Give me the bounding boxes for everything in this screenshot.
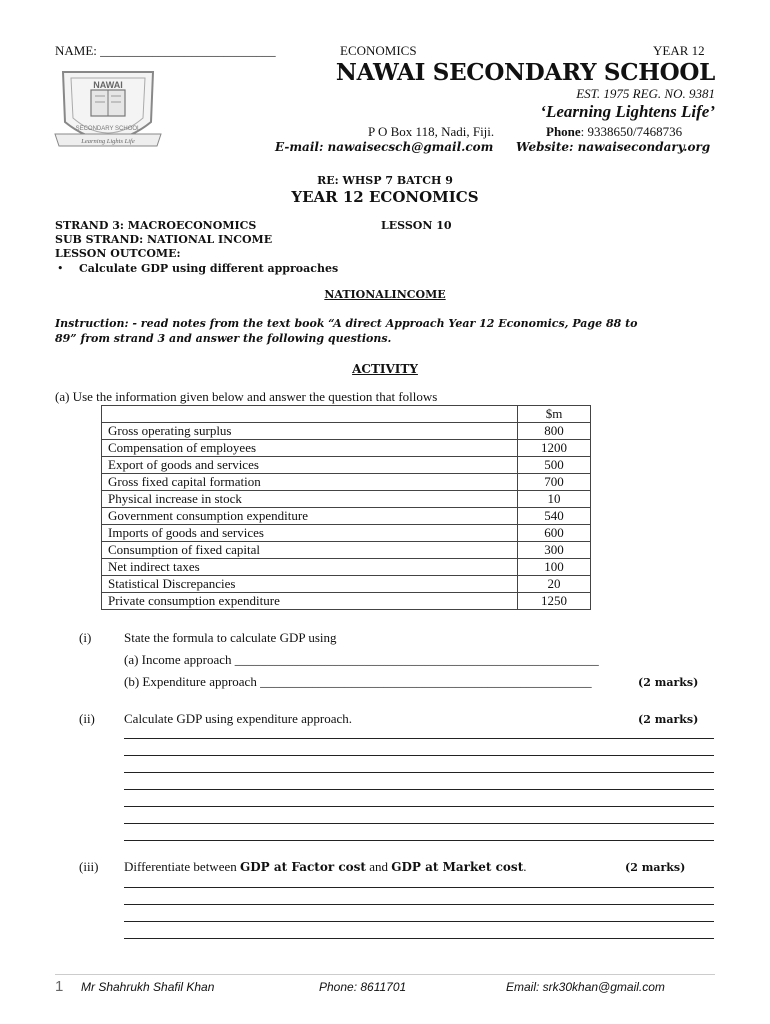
table-row: [102, 440, 591, 457]
instruction-line-2: 89” from strand 3 and answer the following questions.: [55, 332, 392, 345]
row-value: 500: [518, 457, 591, 474]
row-value: 10: [518, 491, 591, 508]
logo-text-top: NAWAI: [93, 80, 123, 90]
activity-heading: ACTIVITY: [352, 362, 418, 376]
answer-line[interactable]: [124, 823, 714, 824]
table-row: [102, 474, 591, 491]
footer-email: Email: srk30khan@gmail.com: [506, 980, 665, 994]
answer-line[interactable]: [124, 904, 714, 905]
national-income-table: [101, 405, 591, 610]
row-value: 20: [518, 576, 591, 593]
outcome-bullet: •: [57, 262, 64, 275]
table-row: [102, 593, 591, 610]
outcome-label: LESSON OUTCOME:: [55, 247, 181, 260]
school-logo: [53, 62, 163, 152]
row-label: Statistical Discrepancies: [102, 576, 518, 593]
re-line: RE: WHSP 7 BATCH 9: [317, 174, 453, 187]
table-row: [102, 559, 591, 576]
page-number: 1: [55, 978, 64, 995]
question-i-a-income[interactable]: (a) Income approach ________________________________________________________: [124, 652, 599, 667]
phone-label: Phone: [546, 124, 581, 139]
answer-line[interactable]: [124, 840, 714, 841]
row-value: 600: [518, 525, 591, 542]
answer-line[interactable]: [124, 806, 714, 807]
answer-line[interactable]: [124, 887, 714, 888]
footer-phone: Phone: 8611701: [319, 980, 407, 994]
row-label: Private consumption expenditure: [102, 593, 518, 610]
row-value: 700: [518, 474, 591, 491]
row-label: Physical increase in stock: [102, 491, 518, 508]
row-value: 300: [518, 542, 591, 559]
subject-label: ECONOMICS: [340, 43, 417, 58]
gdp-market-cost: GDP at Market cost: [391, 860, 524, 874]
logo-text-bottom: SECONDARY SCHOOL: [75, 126, 141, 132]
question-iii-number: (iii): [79, 859, 99, 874]
table-row: [102, 576, 591, 593]
section-title: NATIONALINCOME: [324, 288, 446, 301]
table-cell: [102, 406, 518, 423]
phone-value: : 9338650/7468736: [580, 124, 683, 139]
question-iii-text: Differentiate between GDP at Factor cost and GDP at Market cost.: [124, 859, 527, 874]
table-row: [102, 508, 591, 525]
table-row: [102, 423, 591, 440]
row-label: Compensation of employees: [102, 440, 518, 457]
row-value: 800: [518, 423, 591, 440]
answer-line[interactable]: [124, 738, 714, 739]
outcome-text: Calculate GDP using different approaches: [79, 262, 339, 275]
answer-line[interactable]: [124, 772, 714, 773]
row-value: 1200: [518, 440, 591, 457]
page-title: YEAR 12 ECONOMICS: [291, 188, 479, 206]
row-value: 540: [518, 508, 591, 525]
school-phone: [546, 124, 682, 140]
row-label: Export of goods and services: [102, 457, 518, 474]
question-ii-marks: (2 marks): [638, 713, 699, 726]
question-ii-number: (ii): [79, 711, 95, 726]
footer-author: Mr Shahrukh Shafil Khan: [81, 980, 215, 994]
school-motto: ‘Learning Lightens Life’: [540, 102, 715, 121]
sub-strand-label: SUB STRAND: NATIONAL INCOME: [55, 233, 273, 246]
row-label: Net indirect taxes: [102, 559, 518, 576]
school-website: Website: nawaisecondary.org: [516, 140, 711, 154]
table-row: [102, 525, 591, 542]
question-ii-text: Calculate GDP using expenditure approach.: [124, 711, 353, 726]
est-reg-number: EST. 1975 REG. NO. 9381: [576, 86, 715, 101]
answer-line[interactable]: [124, 938, 714, 939]
gdp-factor-cost: GDP at Factor cost: [239, 860, 366, 874]
strand-label: STRAND 3: MACROECONOMICS: [55, 219, 257, 232]
row-label: Gross fixed capital formation: [102, 474, 518, 491]
footer-divider: [55, 974, 715, 975]
po-box: P O Box 118, Nadi, Fiji.: [368, 124, 495, 139]
table-row: [102, 457, 591, 474]
row-label: Consumption of fixed capital: [102, 542, 518, 559]
year-label: YEAR 12: [653, 43, 705, 58]
school-email: E-mail: nawaisecsch@gmail.com: [275, 140, 494, 154]
row-value: 100: [518, 559, 591, 576]
answer-line[interactable]: [124, 921, 714, 922]
logo-banner-text: Learning Lights Life: [81, 138, 135, 145]
name-field-label: NAME: ___________________________: [55, 43, 276, 58]
question-iii-marks: (2 marks): [625, 861, 686, 874]
question-i-text: State the formula to calculate GDP using: [124, 630, 337, 645]
question-i-marks: (2 marks): [638, 676, 699, 689]
school-name: NAWAI SECONDARY SCHOOL: [335, 59, 715, 86]
question-i-number: (i): [79, 630, 92, 645]
row-value: 1250: [518, 593, 591, 610]
table-header-cell: $m: [518, 406, 591, 423]
question-i-b-expenditure[interactable]: (b) Expenditure approach ___________________________________________________: [124, 674, 592, 689]
lesson-label: LESSON 10: [381, 219, 452, 232]
table-row: [102, 542, 591, 559]
table-header-row: [102, 406, 591, 423]
table-row: [102, 491, 591, 508]
row-label: Gross operating surplus: [102, 423, 518, 440]
answer-line[interactable]: [124, 789, 714, 790]
answer-line[interactable]: [124, 755, 714, 756]
instruction-line-1: Instruction: - read notes from the text book “A direct Approach Year 12 Economics, Page 88 to: [55, 317, 638, 330]
row-label: Imports of goods and services: [102, 525, 518, 542]
question-a: (a) Use the information given below and answer the question that follows: [55, 389, 438, 404]
row-label: Government consumption expenditure: [102, 508, 518, 525]
